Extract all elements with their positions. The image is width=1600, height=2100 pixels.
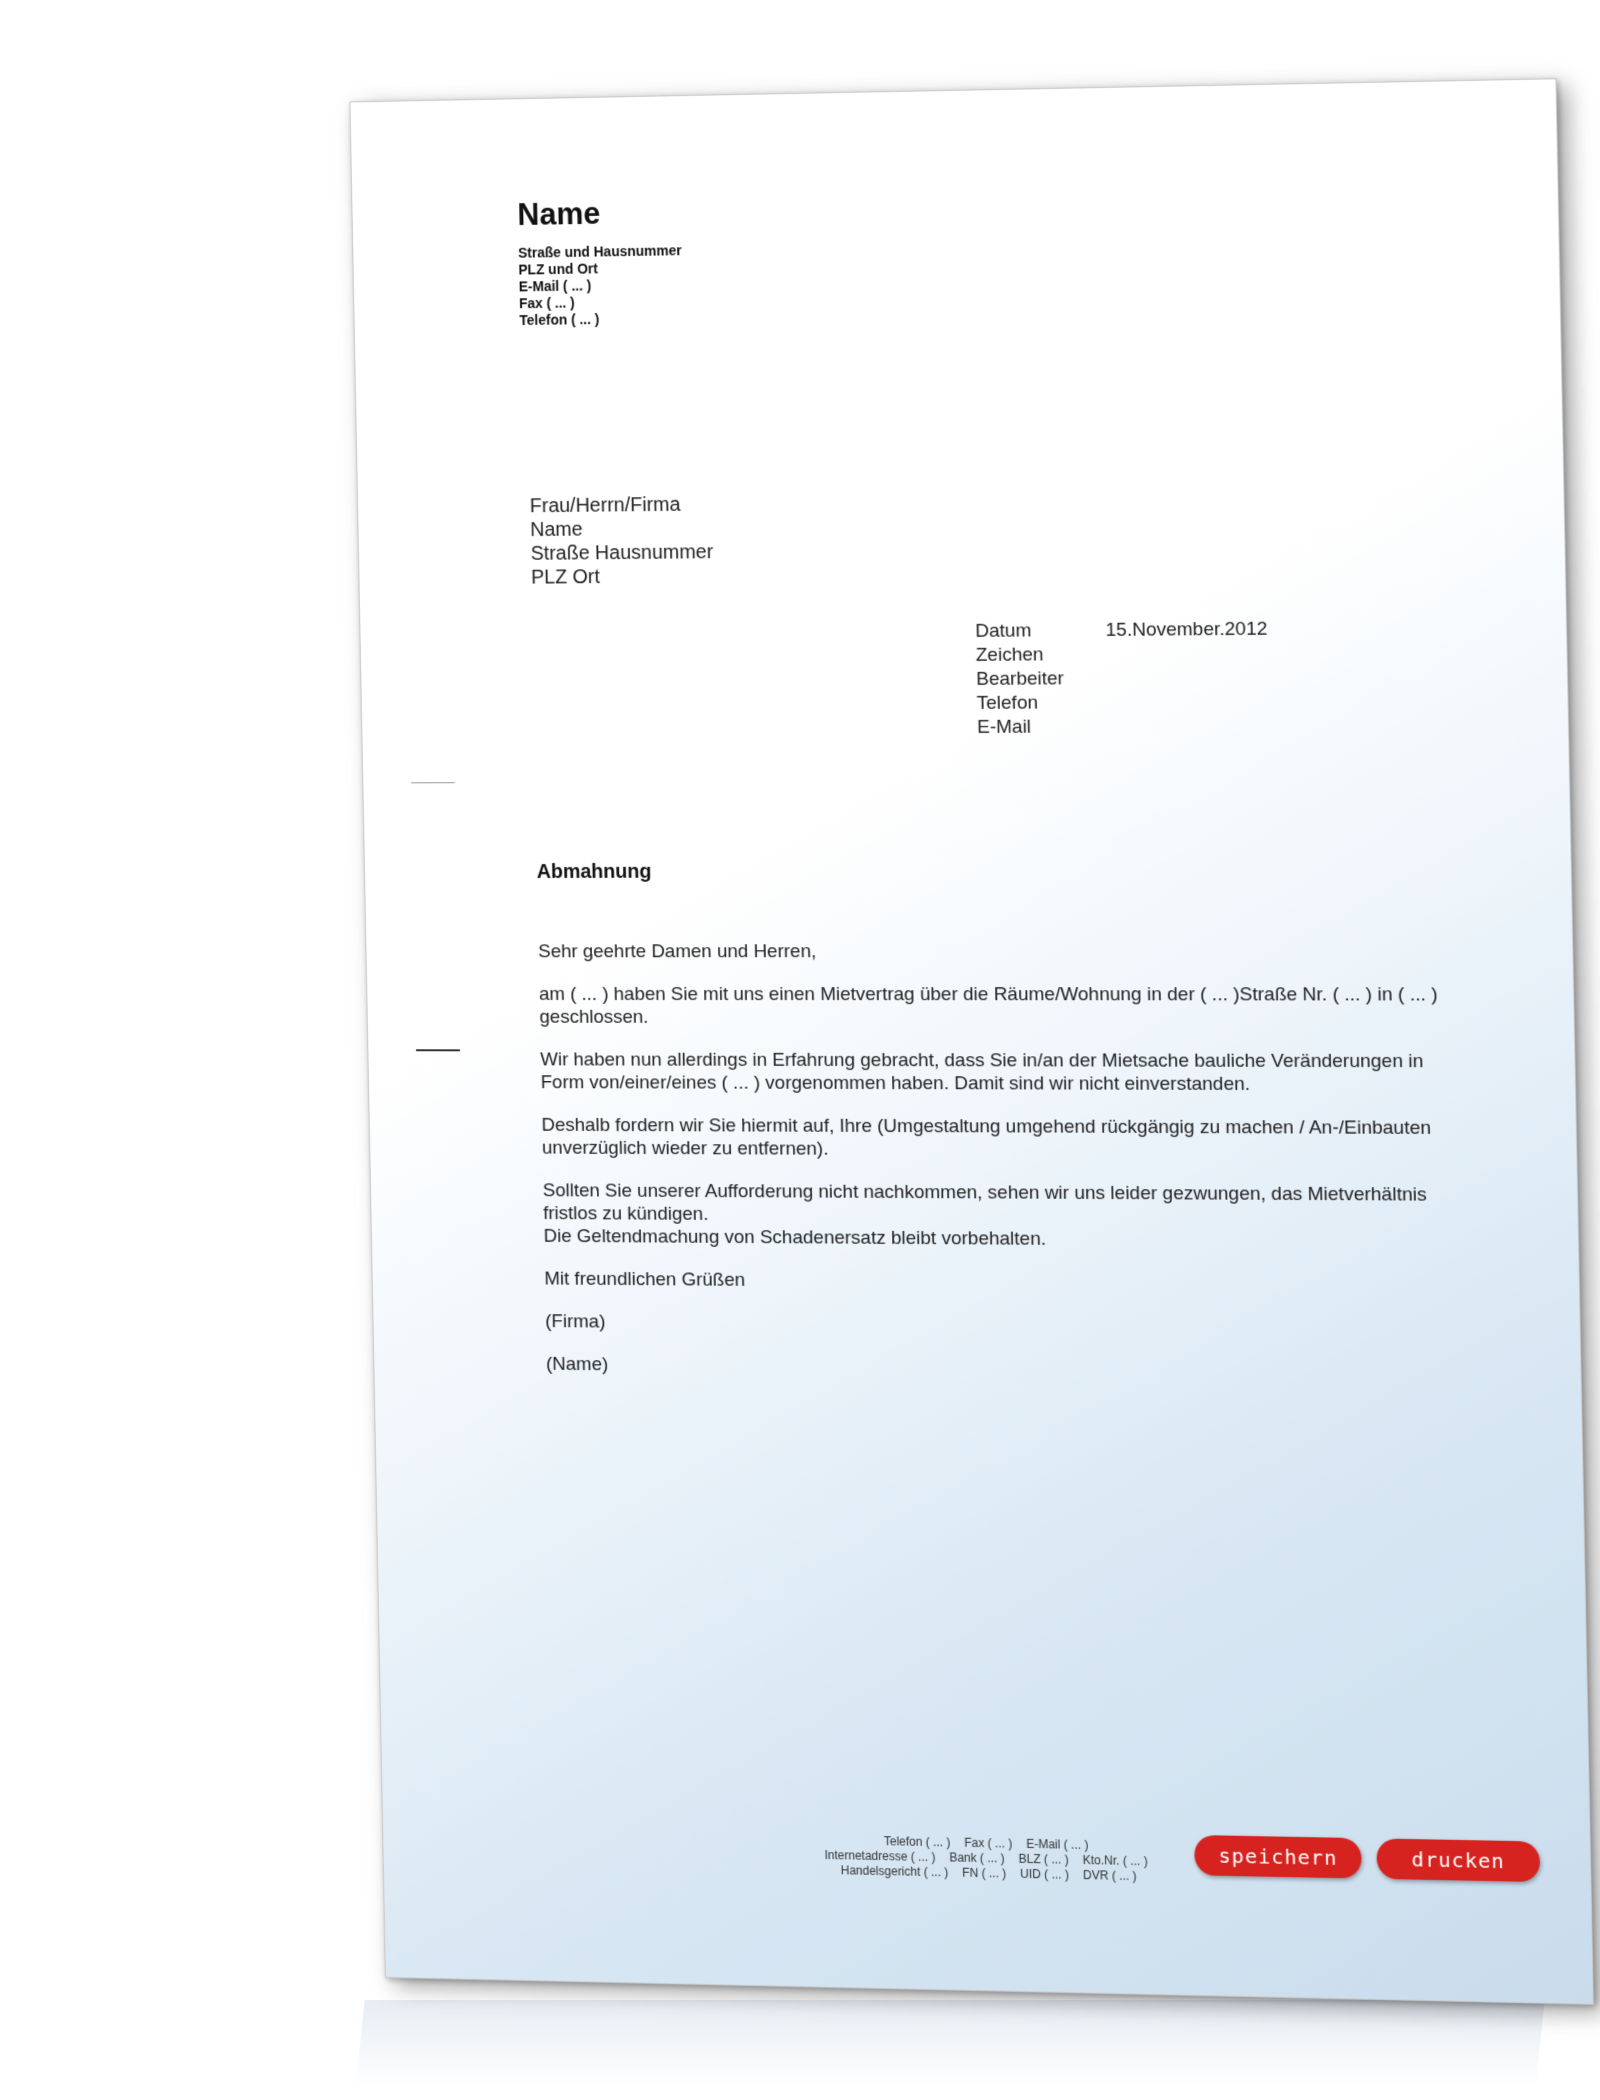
meta-row-bearbeiter <box>976 666 1269 692</box>
sender-city: PLZ und Ort <box>518 260 598 278</box>
paragraph: am ( ... ) haben Sie mit uns einen Mietvertrag über die Räume/Wohnung in der ( ... )Straße Nr. ( ... ) in ( ... ) geschlossen. <box>538 984 1438 1028</box>
paragraph: Deshalb fordern wir Sie hiermit auf, Ihre (Umgestaltung umgehend rückgängig zu machen / An-/Einbauten unverzüglich wieder zu entfernen). <box>541 1114 1432 1160</box>
sender-block <box>517 195 683 330</box>
meta-row-telefon <box>976 690 1269 716</box>
fold-mark-upper <box>411 782 455 783</box>
recipient-block <box>530 493 714 590</box>
footer-account: Kto.Nr. ( ... ) <box>1082 1852 1148 1869</box>
reference-block <box>975 618 1269 740</box>
fold-mark-middle <box>416 1049 460 1051</box>
footer-fn: FN ( ... ) <box>962 1865 1007 1881</box>
footer-email: E-Mail ( ... ) <box>1026 1836 1089 1853</box>
footer-phone: Telefon ( ... ) <box>883 1834 951 1850</box>
telefon-label: Telefon <box>976 692 1039 714</box>
meta-row-zeichen <box>976 642 1269 668</box>
datum-label: Datum <box>975 620 1032 642</box>
sender-fax: Fax ( ... ) <box>518 294 575 312</box>
signature-name: (Name) <box>545 1353 609 1376</box>
footer-blz: BLZ ( ... ) <box>1018 1851 1069 1867</box>
salutation: Sehr geehrte Damen und Herren, <box>538 941 817 963</box>
meta-row-email <box>977 714 1270 740</box>
meta-row-datum <box>975 618 1267 644</box>
closing: Mit freundlichen Grüßen <box>544 1268 746 1291</box>
print-button[interactable]: drucken <box>1376 1838 1540 1882</box>
page-reflection <box>355 2000 1544 2090</box>
footer-bank: Bank ( ... ) <box>949 1850 1005 1866</box>
footer-website: Internetadresse ( ... ) <box>824 1848 936 1865</box>
paragraph: Die Geltendmachung von Schadenersatz bleibt vorbehalten. <box>543 1225 1047 1250</box>
recipient-salutation: Frau/Herrn/Firma <box>529 493 681 518</box>
footer-contact <box>824 1833 1148 1884</box>
firma: (Firma) <box>545 1311 606 1333</box>
sender-email: E-Mail ( ... ) <box>518 277 592 295</box>
letter-subject: Abmahnung <box>536 860 652 883</box>
sender-phone: Telefon ( ... ) <box>519 311 600 329</box>
zeichen-label: Zeichen <box>975 644 1044 666</box>
datum-value: 15.November.2012 <box>1105 618 1268 641</box>
sender-name: Name <box>517 195 601 232</box>
footer-court: Handelsgericht ( ... ) <box>840 1863 949 1880</box>
email-label: E-Mail <box>976 716 1032 738</box>
save-button[interactable]: speichern <box>1194 1835 1362 1879</box>
document-page <box>349 78 1593 2005</box>
footer-fax: Fax ( ... ) <box>964 1835 1013 1851</box>
footer-dvr: DVR ( ... ) <box>1082 1868 1137 1884</box>
paragraph: Sollten Sie unserer Aufforderung nicht nachkommen, sehen wir uns leider gezwungen, das Mietverhältnis fristlos zu kündigen. <box>542 1180 1427 1225</box>
paragraph: Wir haben nun allerdings in Erfahrung gebracht, dass Sie in/an der Mietsache bauliche Veränderungen in Form von/einer/eines ( ... ) vorgenommen haben. Damit sind wir nicht einverstanden. <box>540 1049 1424 1096</box>
sender-street: Straße und Hausnummer <box>517 242 682 261</box>
recipient-city: PLZ Ort <box>530 566 601 589</box>
letter-body <box>538 940 1467 1404</box>
footer-uid: UID ( ... ) <box>1020 1866 1070 1882</box>
recipient-street: Straße Hausnummer <box>530 541 714 565</box>
recipient-name: Name <box>530 518 583 542</box>
bearbeiter-label: Bearbeiter <box>976 668 1065 690</box>
